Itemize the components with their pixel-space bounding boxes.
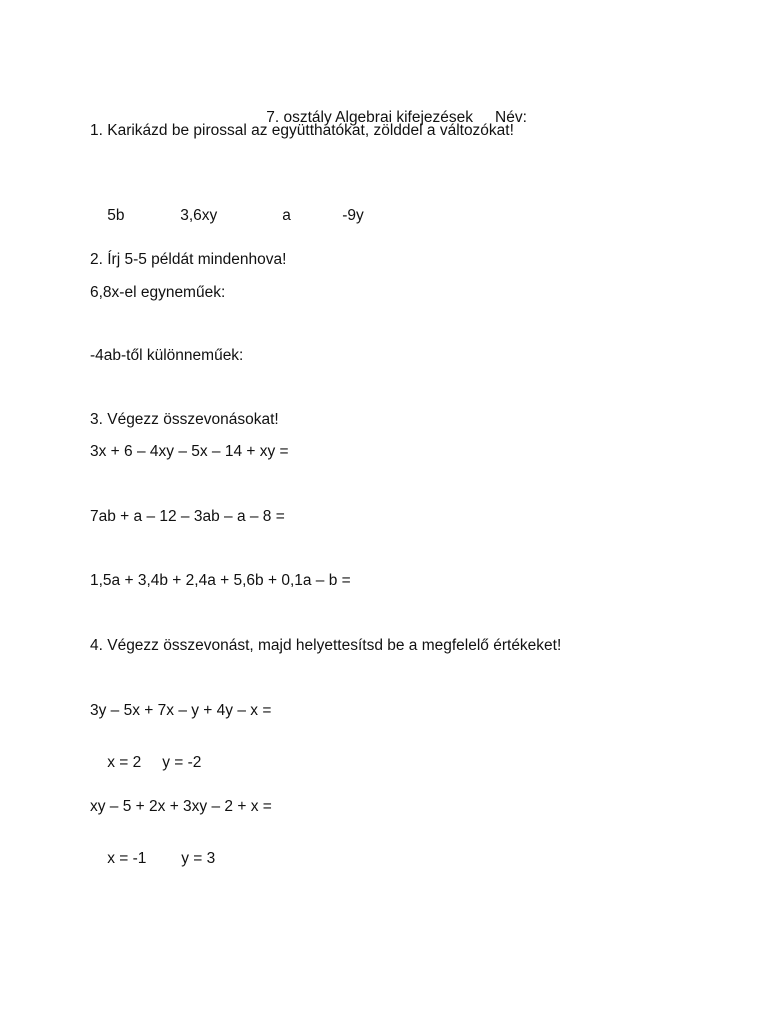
similar-terms-prompt: 6,8x-el egyneműek: xyxy=(90,284,226,301)
x-value: x = -1 xyxy=(107,850,147,867)
expression: xy – 5 + 2x + 3xy – 2 + x = xyxy=(90,798,272,815)
expression: 3y – 5x + 7x – y + 4y – x = xyxy=(90,702,272,719)
x-value: x = 2 xyxy=(107,754,142,771)
y-value: y = 3 xyxy=(181,850,216,867)
expression: 1,5a + 3,4b + 2,4a + 5,6b + 0,1a – b = xyxy=(90,572,351,589)
expression: 7ab + a – 12 – 3ab – a – 8 = xyxy=(90,508,285,525)
task3-instruction: 3. Végezz összevonásokat! xyxy=(90,411,279,428)
term-item: a xyxy=(282,207,291,224)
task2-instruction: 2. Írj 5-5 példát mindenhova! xyxy=(90,251,287,268)
task4-instruction: 4. Végezz összevonást, majd helyettesítsd be a megfelelő értékeket! xyxy=(90,637,562,654)
y-value: y = -2 xyxy=(162,754,202,771)
substitution-values xyxy=(90,733,201,793)
different-terms-prompt: -4ab-től különneműek: xyxy=(90,347,244,364)
expression: 3x + 6 – 4xy – 5x – 14 + xy = xyxy=(90,443,289,460)
worksheet-title: 7. osztály Algebrai kifejezések xyxy=(266,109,474,126)
name-label: Név: xyxy=(495,109,527,126)
task1-terms xyxy=(90,186,364,246)
term-item: -9y xyxy=(342,207,364,224)
substitution-values xyxy=(90,829,215,889)
term-item: 3,6xy xyxy=(180,207,218,224)
term-item: 5b xyxy=(107,207,125,224)
task1-instruction: 1. Karikázd be pirossal az együtthatókat, zölddel a változókat! xyxy=(90,122,514,139)
